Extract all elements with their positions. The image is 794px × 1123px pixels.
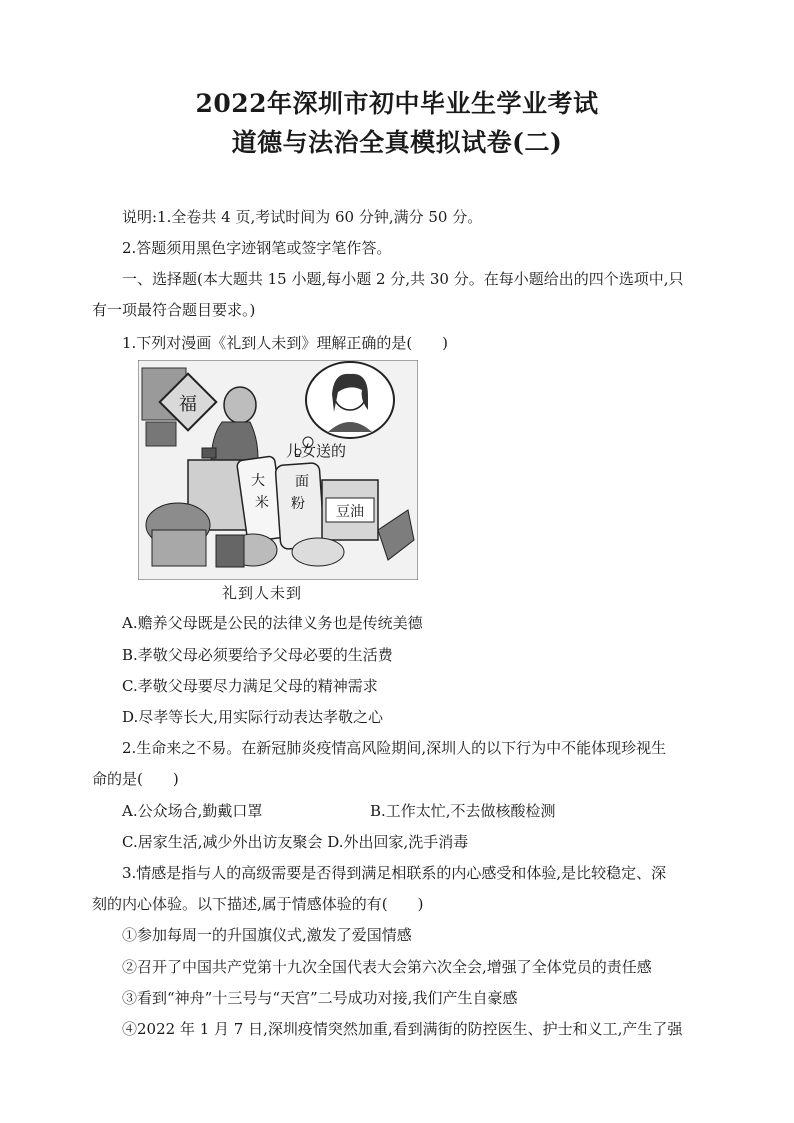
comic-illustration [138,360,418,580]
section-heading-line1: 一、选择题(本大题共 15 小题,每小题 2 分,共 30 分。在每小题给出的四个选项中,只 [122,270,684,288]
q2-options-row1 [122,801,742,821]
exam-title: 2022年深圳市初中毕业生学业考试 [195,89,599,118]
instructions-line2: 2.答题须用黑色字迹钢笔或签字笔作答。 [122,239,392,257]
label-flour-1: 面 [295,474,309,490]
label-flour-2: 粉 [291,496,305,512]
q2-option-c: C.居家生活,减少外出访友聚会 [122,833,323,851]
q3-item-1: ①参加每周一的升国旗仪式,激发了爱国情感 [122,926,412,944]
q2-option-d: D.外出回家,洗手消毒 [327,833,469,851]
question-2-stem-line2: 命的是( ) [92,770,179,788]
section-heading-line2: 有一项最符合题目要求。) [92,301,256,319]
question-2-stem-line1: 2.生命来之不易。在新冠肺炎疫情高风险期间,深圳人的以下行为中不能体现珍视生 [122,739,667,757]
q2-option-b: B.工作太忙,不去做核酸检测 [370,802,556,820]
svg-text:福: 福 [179,394,197,415]
q1-option-d: D.尽孝等长大,用实际行动表达孝敬之心 [122,708,384,726]
q3-item-3: ③看到“神舟”十三号与“天宫”二号成功对接,我们产生自豪感 [122,989,518,1007]
instructions-line1: 说明:1.全卷共 4 页,考试时间为 60 分钟,满分 50 分。 [122,208,483,226]
q1-option-a: A.赡养父母既是公民的法律义务也是传统美德 [122,614,423,632]
question-3-stem-line1: 3.情感是指与人的高级需要是否得到满足相联系的内心感受和体验,是比较稳定、深 [122,864,667,882]
exam-subtitle: 道德与法治全真模拟试卷(二) [231,128,563,157]
q2-option-a: A.公众场合,勤戴口罩 [122,802,263,820]
label-children-gave: 儿女送的 [286,442,347,460]
label-soy-oil: 豆油 [336,504,364,520]
q1-option-c: C.孝敬父母要尽力满足父母的精神需求 [122,677,378,695]
label-rice-1: 大 [251,473,265,489]
question-1-stem: 1.下列对漫画《礼到人未到》理解正确的是( ) [122,334,449,352]
q1-option-b: B.孝敬父母必须要给予父母必要的生活费 [122,646,393,664]
question-3-stem-line2: 刻的内心体验。以下描述,属于情感体验的有( ) [92,895,424,913]
q3-item-4: ④2022 年 1 月 7 日,深圳疫情突然加重,看到满街的防控医生、护士和义工,产生了强 [122,1020,683,1038]
comic-caption: 礼到人未到 [222,584,303,602]
label-rice-2: 米 [255,495,269,511]
q3-item-2: ②召开了中国共产党第十九次全国代表大会第六次全会,增强了全体党员的责任感 [122,958,652,976]
q2-options-row2 [122,832,742,852]
